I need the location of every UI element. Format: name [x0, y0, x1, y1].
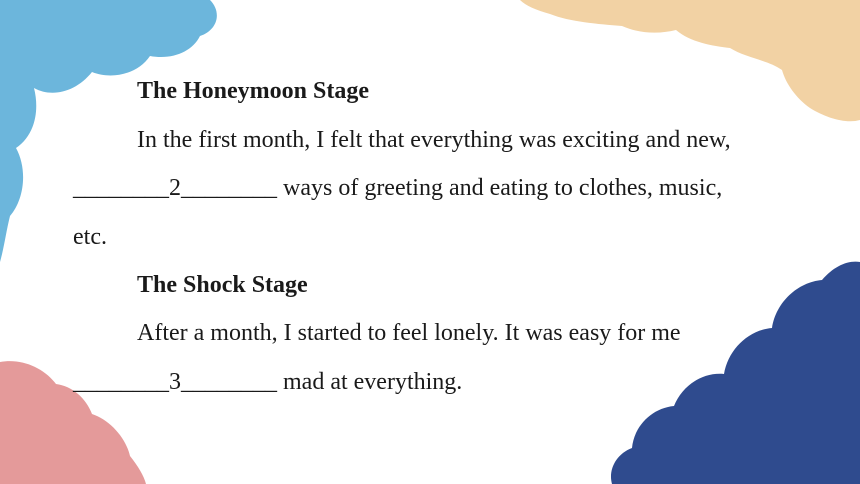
paragraph-line-blank-3: ________3________ mad at everything.: [73, 369, 463, 395]
paragraph-line: After a month, I started to feel lonely. It was easy for me: [137, 320, 681, 346]
heading-shock-stage: The Shock Stage: [137, 272, 308, 298]
paragraph-line-blank-2: ________2________ ways of greeting and eating to clothes, music,: [73, 175, 723, 201]
paragraph-line: etc.: [73, 224, 107, 250]
paragraph-line: In the first month, I felt that everything was exciting and new,: [137, 127, 731, 153]
heading-honeymoon-stage: The Honeymoon Stage: [137, 78, 370, 104]
